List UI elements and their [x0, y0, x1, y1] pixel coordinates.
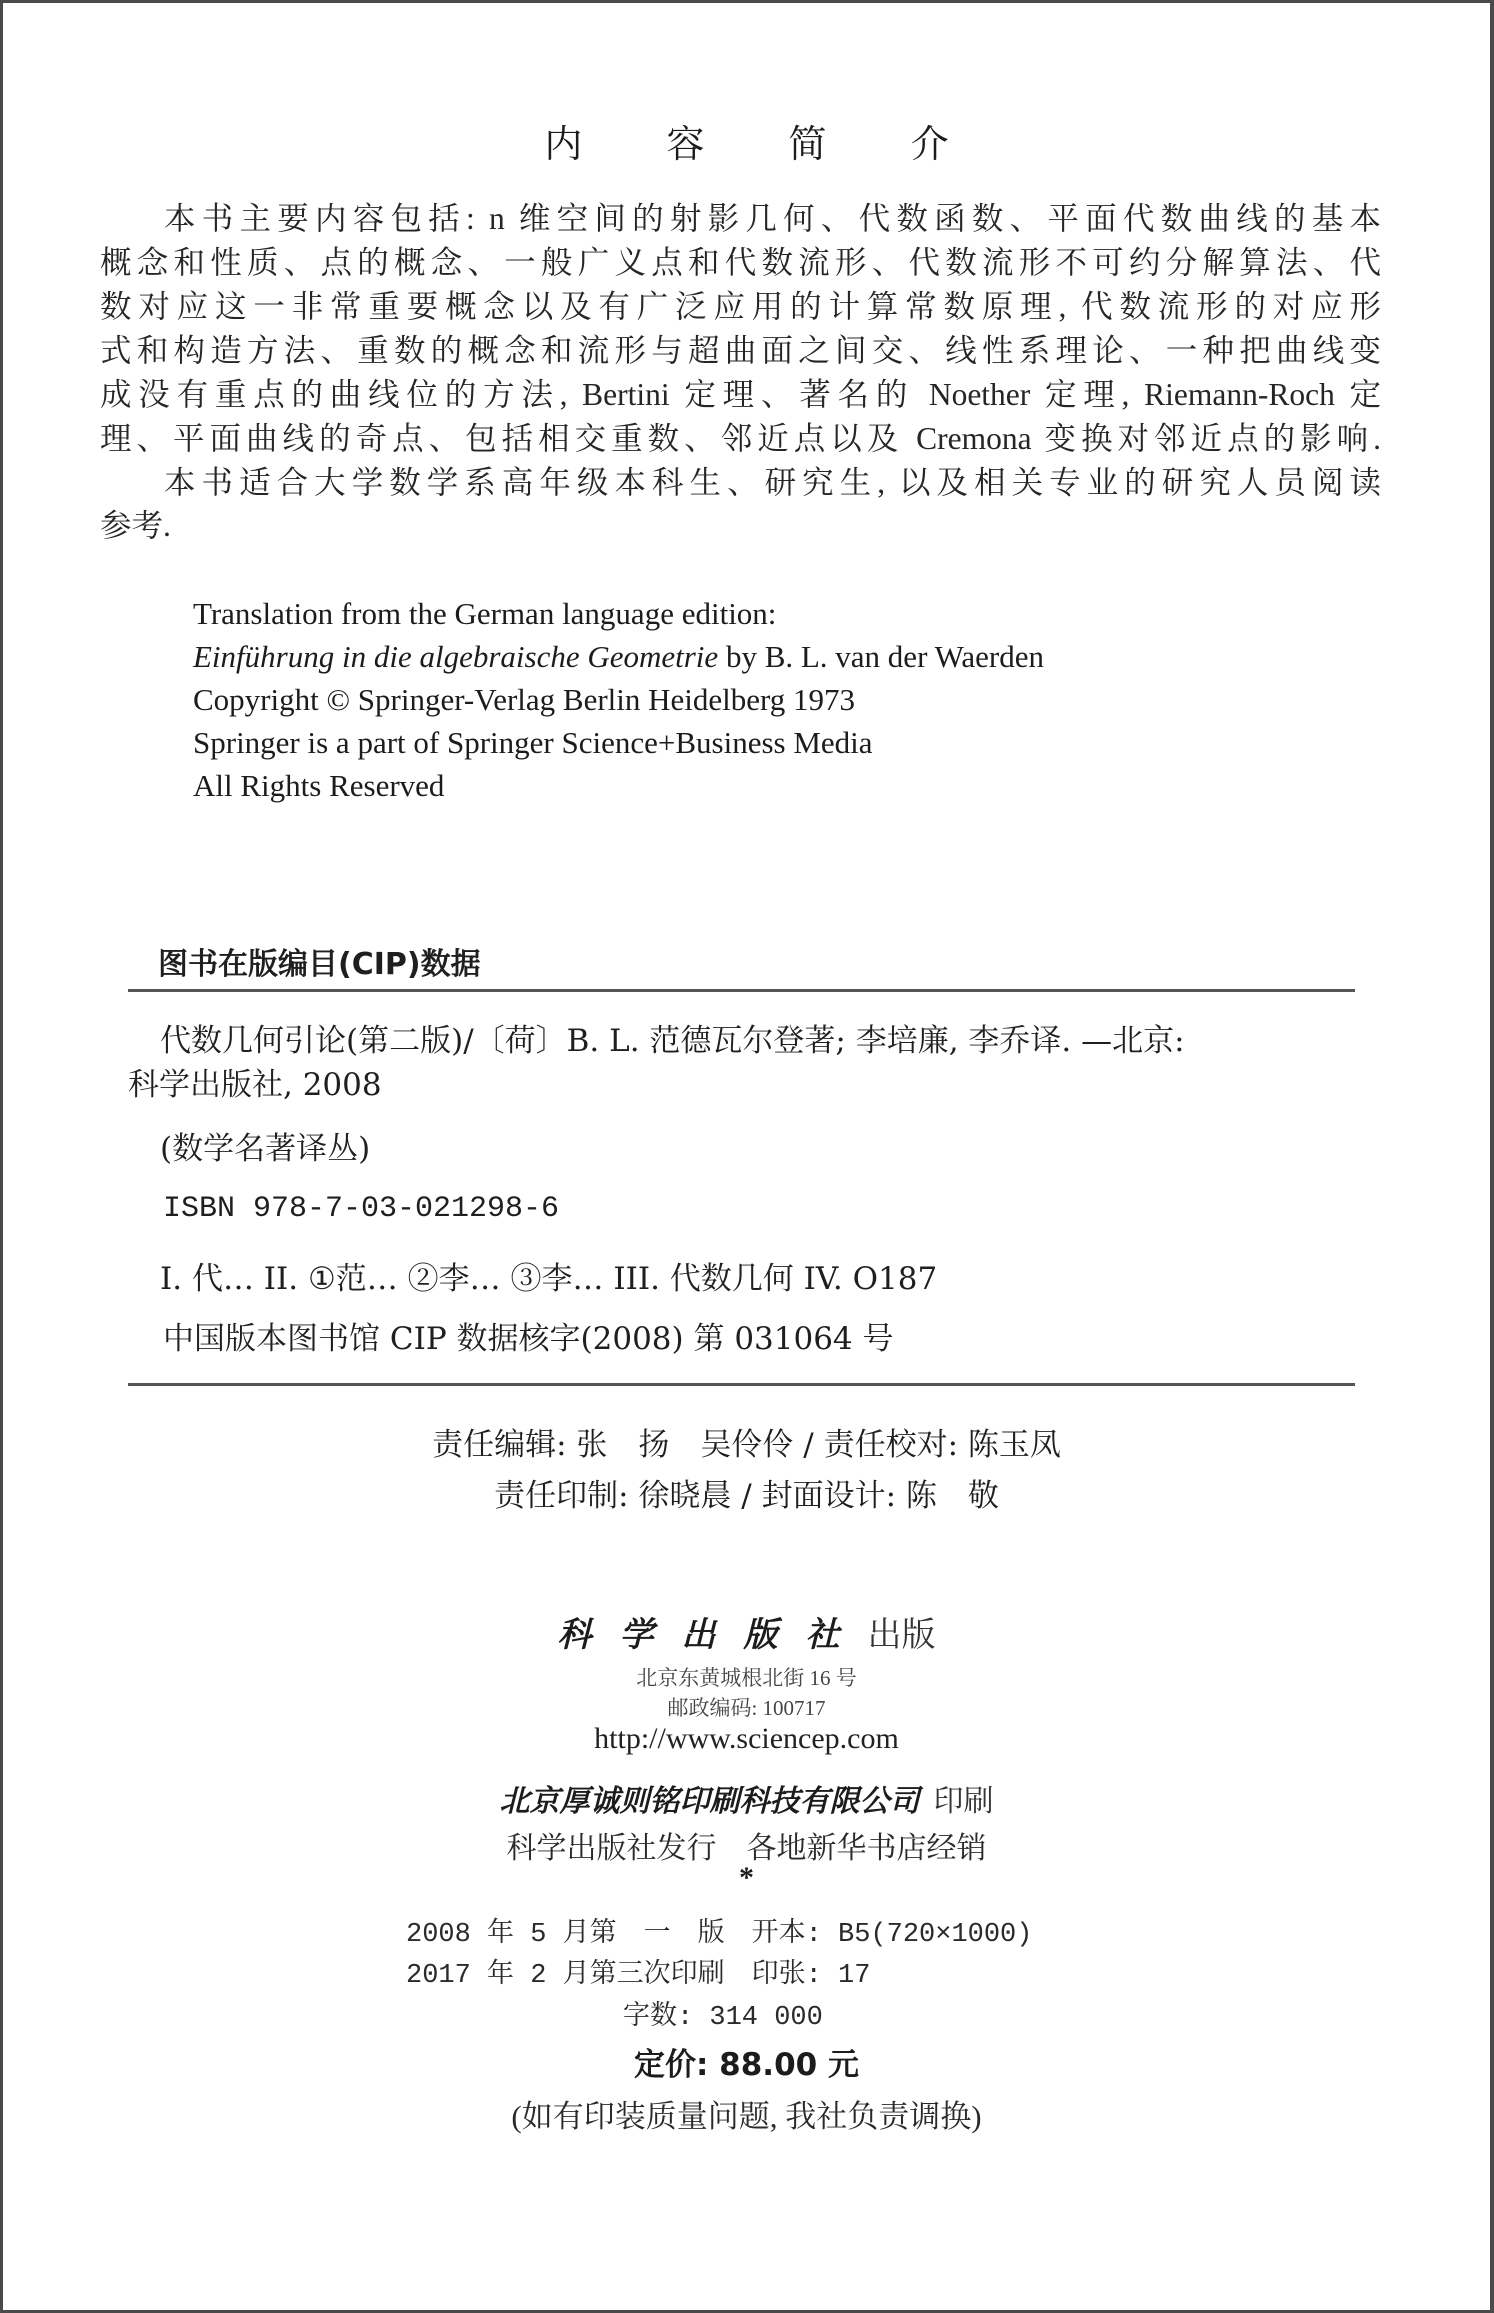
copyright-line: Springer is a part of Springer Science+Business Media	[193, 725, 873, 760]
credits-line: 责任印制: 徐晓晨 / 封面设计: 陈 敬	[494, 1478, 999, 1514]
credits-line: 责任编辑: 张 扬 吴伶伶 / 责任校对: 陈玉凤	[432, 1427, 1061, 1463]
publisher-name-text: 科学出版社	[557, 1615, 868, 1655]
cip-series: (数学名著译丛)	[160, 1131, 371, 1167]
summary-line: 参考.	[100, 508, 171, 543]
summary-line: 理、平面曲线的奇点、包括相交重数、邻近点以及 Cremona 变换对邻近点的影响.	[100, 421, 1381, 456]
cip-entry-line: 科学出版社, 2008	[128, 1067, 382, 1103]
summary-line: 数对应这一非常重要概念以及有广泛应用的计算常数原理, 代数流形的对应形	[100, 289, 1381, 324]
divider	[128, 989, 1355, 992]
quality-notice: (如有印装质量问题, 我社负责调换)	[511, 2099, 982, 2134]
publisher-name-suffix: 出版	[867, 1615, 936, 1655]
cip-verification: 中国版本图书馆 CIP 数据核字(2008) 第 031064 号	[163, 1321, 894, 1357]
distribution-line: 科学出版社发行 各地新华书店经销	[506, 1832, 987, 1865]
original-title: Einführung in die algebraische Geometrie	[193, 639, 719, 674]
summary-title: 内 容 简 介	[544, 122, 985, 166]
printing-line: 2017 年 2 月第三次印刷 印张: 17	[406, 1961, 871, 1991]
original-author: by B. L. van der Waerden	[718, 639, 1044, 674]
publisher-name	[3, 1607, 1490, 1656]
cip-entry-line: 代数几何引论(第二版)/〔荷〕B. L. 范德瓦尔登著; 李培廉, 李乔译. —北京:	[160, 1023, 1185, 1059]
publisher-postcode: 邮政编码: 100717	[667, 1696, 826, 1720]
printer-line	[3, 1776, 1490, 1820]
edition-line: 2008 年 5 月第 一 版 开本: B5(720×1000)	[406, 1920, 1033, 1950]
summary-line: 本书主要内容包括: n 维空间的射影几何、代数函数、平面代数曲线的基本	[164, 201, 1381, 236]
copyright-line	[193, 635, 1044, 678]
copyright-line: Translation from the German language edition:	[193, 596, 777, 631]
printer-name: 北京厚诚则铭印刷科技有限公司	[499, 1784, 920, 1819]
cip-isbn: ISBN 978-7-03-021298-6	[163, 1192, 560, 1226]
printer-suffix: 印刷	[933, 1784, 994, 1819]
word-count: 字数: 314 000	[623, 2003, 823, 2033]
summary-line: 本书适合大学数学系高年级本科生、研究生, 以及相关专业的研究人员阅读	[164, 465, 1381, 500]
summary-line: 成没有重点的曲线位的方法, Bertini 定理、著名的 Noether 定理, Riemann-Roch 定	[100, 377, 1381, 412]
publisher-url: http://www.sciencep.com	[594, 1722, 899, 1755]
summary-line: 概念和性质、点的概念、一般广义点和代数流形、代数流形不可约分解算法、代	[100, 245, 1381, 280]
summary-line: 式和构造方法、重数的概念和流形与超曲面之间交、线性系理论、一种把曲线变	[100, 333, 1381, 368]
cip-heading: 图书在版编目(CIP)数据	[158, 947, 481, 982]
publisher-address: 北京东黄城根北街 16 号	[636, 1666, 857, 1690]
copyright-line: All Rights Reserved	[193, 768, 445, 803]
price: 定价: 88.00 元	[633, 2047, 860, 2083]
divider	[128, 1383, 1355, 1386]
copyright-line: Copyright © Springer-Verlag Berlin Heidelberg 1973	[193, 682, 856, 717]
separator-asterisk: *	[739, 1861, 754, 1894]
cip-classification: I. 代… II. ①范… ②李… ③李… III. 代数几何 IV. O187	[160, 1261, 938, 1297]
